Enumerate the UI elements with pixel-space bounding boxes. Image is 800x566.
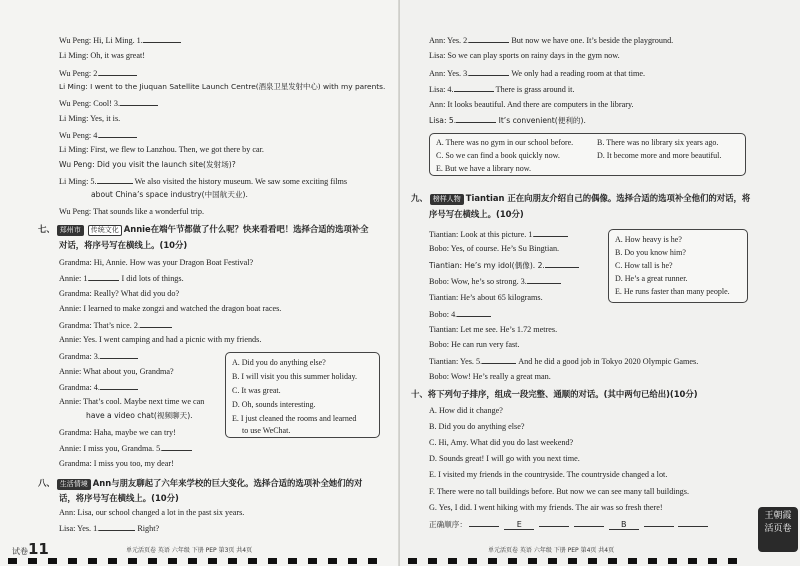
right-page [400, 0, 800, 566]
dialogue-line: Lisa: 4. There is grass around it. [429, 85, 575, 94]
dialogue-line: Grandma: Really? What did you do? [59, 289, 180, 298]
option-c: C. How tall is he? [615, 261, 673, 270]
dialogue-line: about China’s space industry(中国航天业). [91, 190, 248, 199]
dialogue-line: Wu Peng: 4. [59, 129, 137, 141]
edge-mark [188, 558, 197, 564]
order-blank-1[interactable] [469, 518, 499, 527]
edge-mark [448, 558, 457, 564]
dialogue-line: Ann: It looks beautiful. And there are computers in the library. [429, 100, 634, 109]
edge-mark [508, 558, 517, 564]
edge-mark [128, 558, 137, 564]
order-blank-6[interactable] [644, 518, 674, 527]
edge-mark [628, 558, 637, 564]
edge-mark [228, 558, 237, 564]
dialogue-line: Grandma: I miss you too, my dear! [59, 459, 174, 468]
dialogue-line: Ann: Yes. 2. But now we have one. It’s beside the playground. [429, 36, 674, 45]
edge-mark [668, 558, 677, 564]
test-number: 试卷11 [12, 540, 49, 558]
edge-mark [468, 558, 477, 564]
edge-mark [588, 558, 597, 564]
page-edge-marks [408, 558, 748, 564]
footer-right: 单元活页卷 英语 六年级 下册 PEP 第4页 共4页 [488, 547, 615, 554]
dialogue-line: Bobo: Yes, of course. He’s Su Bingtian. [429, 244, 560, 253]
edge-mark [308, 558, 317, 564]
option-d: D. Oh, sounds interesting. [232, 400, 316, 409]
order-blank-2: E [504, 521, 534, 530]
edge-mark [568, 558, 577, 564]
order-blank-4[interactable] [574, 518, 604, 527]
tag-city: 郑州市 [57, 225, 84, 236]
tag-culture: 传统文化 [88, 225, 122, 236]
edge-mark [28, 558, 37, 564]
tag-role-model: 榜样人物 [430, 194, 464, 205]
dialogue-line: Lisa: 5. It’s convenient(便利的). [429, 116, 586, 125]
option-a: A. There was no gym in our school before. [436, 138, 574, 147]
edge-mark [328, 558, 337, 564]
dialogue-line: Grandma: 3. [59, 350, 138, 362]
edge-mark [288, 558, 297, 564]
dialogue-line: have a video chat(视频聊天). [86, 411, 193, 420]
dialogue-line: Annie: I learned to make zongzi and watched the dragon boat races. [59, 304, 282, 313]
edge-mark [708, 558, 717, 564]
section-8-heading-2: 话，将序号写在横线上。(10分) [59, 493, 179, 503]
dialogue-line: Wu Peng: Did you visit the launch site(发射场)? [59, 160, 236, 169]
dialogue-line: Bobo: Wow, he’s so strong. 3. [429, 275, 561, 287]
edge-mark [248, 558, 257, 564]
edge-mark [68, 558, 77, 564]
tag-life: 生活情境 [57, 479, 91, 490]
sentence: C. Hi, Amy. What did you do last weekend? [429, 438, 574, 447]
option-b: B. I will visit you this summer holiday. [232, 372, 358, 381]
dialogue-line: Tiantian: Yes. 5. And he did a good job in Tokyo 2020 Olympic Games. [429, 357, 699, 366]
edge-mark [408, 558, 417, 564]
option-e: E. But we have a library now. [436, 164, 532, 173]
option-e: E. He runs faster than many people. [615, 287, 730, 296]
footer-left: 单元活页卷 英语 六年级 下册 PEP 第3页 共4页 [126, 547, 253, 554]
dialogue-line: Tiantian: Look at this picture. 1. [429, 228, 568, 240]
section-9-heading-2: 序号写在横线上。(10分) [429, 209, 524, 219]
dialogue-line: Ann: Lisa, our school changed a lot in the past six years. [59, 508, 245, 517]
dialogue-line: Grandma: Hi, Annie. How was your Dragon Boat Festival? [59, 258, 254, 267]
edge-mark [348, 558, 357, 564]
edge-mark [728, 558, 737, 564]
option-c: C. It was great. [232, 386, 281, 395]
edge-mark [268, 558, 277, 564]
section-7-heading: 七、 郑州市 传统文化 Annie在端午节都做了什么呢？快来看看吧！选择合适的选项补全 [38, 224, 369, 234]
dialogue-line: Annie: What about you, Grandma? [59, 367, 174, 376]
stamp-line-2: 活页卷 [764, 524, 792, 534]
dialogue-line: Grandma: That’s nice. 2. [59, 319, 172, 331]
order-blank-7[interactable] [678, 518, 708, 527]
section-8-heading: 八、 生活情境 Ann与朋友聊起了六年来学校的巨大变化。选择合适的选项补全她们的对 [38, 478, 363, 488]
dialogue-line: Li Ming: I went to the Jiuquan Satellite Launch Centre(酒泉卫星发射中心) with my parents. [59, 82, 386, 91]
option-a: A. How heavy is he? [615, 235, 682, 244]
options-box-9 [608, 229, 748, 303]
dialogue-line: Lisa: So we can play sports on rainy days in the gym now. [429, 51, 620, 60]
dialogue-line: Annie: Yes. I went camping and had a picnic with my friends. [59, 335, 262, 344]
dialogue-line: Li Ming: First, we flew to Lanzhou. Then, we got there by car. [59, 145, 264, 154]
dialogue-line: Wu Peng: 2. [59, 67, 137, 79]
edge-mark [108, 558, 117, 564]
edge-mark [648, 558, 657, 564]
dialogue-line: Bobo: He can run very fast. [429, 340, 520, 349]
sentence: D. Sounds great! I will go with you next time. [429, 454, 580, 463]
order-blank-5: B [609, 521, 639, 530]
dialogue-line: Ann: Yes. 3. We only had a reading room at that time. [429, 69, 646, 78]
option-e: E. I just cleaned the rooms and learned [232, 414, 357, 423]
dialogue-line: Annie: 1. I did lots of things. [59, 274, 184, 283]
option-b: B. There was no library six years ago. [597, 138, 719, 147]
dialogue-line: Wu Peng: Cool! 3. [59, 97, 158, 109]
dialogue-line: Tiantian: Let me see. He’s 1.72 metres. [429, 325, 558, 334]
option-d: D. He’s a great runner. [615, 274, 688, 283]
option-b: B. Do you know him? [615, 248, 686, 257]
dialogue-line: Wu Peng: That sounds like a wonderful trip. [59, 207, 205, 216]
option-c: C. So we can find a book quickly now. [436, 151, 560, 160]
option-d: D. It become more and more beautiful. [597, 151, 722, 160]
sentence: F. There were no tall buildings before. But now we can see many tall buildings. [429, 487, 689, 496]
dialogue-line: Li Ming: Yes, it is. [59, 114, 121, 123]
dialogue-line: Annie: I miss you, Grandma. 5. [59, 442, 192, 454]
option-e-cont: to use WeChat. [242, 426, 291, 435]
dialogue-line: Wu Peng: Hi, Li Ming. 1. [59, 34, 181, 46]
dialogue-line: Grandma: Haha, maybe we can try! [59, 428, 176, 437]
edge-mark [8, 558, 17, 564]
edge-mark [88, 558, 97, 564]
brand-stamp [758, 507, 798, 552]
edge-mark [208, 558, 217, 564]
options-box-7 [225, 352, 380, 438]
edge-mark [608, 558, 617, 564]
option-a: A. Did you do anything else? [232, 358, 326, 367]
dialogue-line: Tiantian: He’s about 65 kilograms. [429, 293, 543, 302]
dialogue-line: Annie: That’s cool. Maybe next time we can [59, 397, 205, 406]
edge-mark [168, 558, 177, 564]
edge-mark [428, 558, 437, 564]
dialogue-line: Bobo: Wow! He’s really a great man. [429, 372, 551, 381]
dialogue-line: Grandma: 4. [59, 381, 138, 393]
dialogue-line: Bobo: 4. [429, 308, 491, 320]
order-blank-3[interactable] [539, 518, 569, 527]
sentence: B. Did you do anything else? [429, 422, 525, 431]
edge-mark [688, 558, 697, 564]
section-9-heading: 九、 榜样人物 Tiantian 正在向朋友介绍自己的偶像。选择合适的选项补全他们的对话，将 [411, 193, 751, 203]
dialogue-line: Li Ming: 5. We also visited the history museum. We saw some exciting films [59, 177, 348, 186]
section-10-heading: 十、将下列句子排序，组成一段完整、通顺的对话。(其中两句已给出)(10分) [411, 389, 698, 399]
page-edge-marks [8, 558, 388, 564]
dialogue-line: Tiantian: He’s my idol(偶像). 2. [429, 259, 579, 271]
edge-mark [528, 558, 537, 564]
sentence: G. Yes, I did. I went hiking with my friends. The air was so fresh there! [429, 503, 663, 512]
order-answer-row: 正确顺序： E B [429, 518, 708, 530]
dialogue-line: Lisa: Yes. 1. Right? [59, 524, 160, 533]
edge-mark [488, 558, 497, 564]
sentence: E. I visited my friends in the countryside. The countryside changed a lot. [429, 470, 668, 479]
edge-mark [548, 558, 557, 564]
stamp-line-1: 王朝霞 [764, 511, 792, 521]
section-7-heading-2: 对话，将序号写在横线上。(10分) [59, 240, 188, 250]
edge-mark [148, 558, 157, 564]
sentence: A. How did it change? [429, 406, 503, 415]
edge-mark [48, 558, 57, 564]
edge-mark [368, 558, 377, 564]
dialogue-line: Li Ming: Oh, it was great! [59, 51, 145, 60]
options-box-8 [429, 133, 746, 176]
